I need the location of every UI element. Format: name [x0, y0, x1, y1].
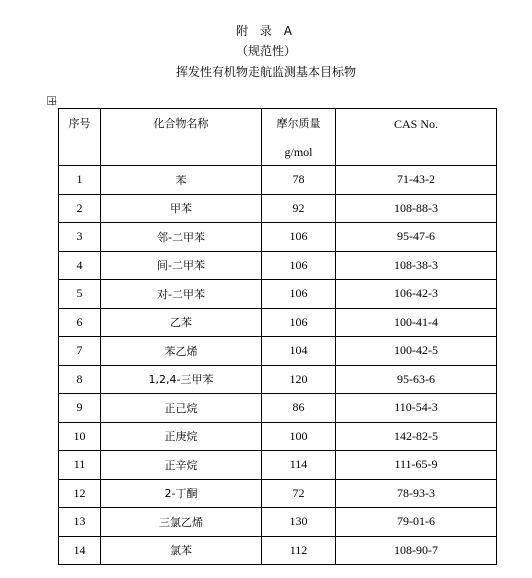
table-row: [59, 337, 497, 366]
appendix-subtitle: （规范性）: [235, 44, 296, 58]
header-seq: 序号: [59, 109, 101, 166]
header-molar-mass: [262, 109, 336, 166]
table-row: [59, 223, 497, 252]
cell-cas-number: 108-90-7: [336, 536, 497, 565]
cell-molar-mass: 106: [262, 280, 336, 309]
cell-molar-mass: 104: [262, 337, 336, 366]
table-row: [59, 479, 497, 508]
appendix-heading: 挥发性有机物走航监测基本目标物: [175, 65, 356, 79]
target-compounds-table: [58, 108, 497, 565]
table-header-row: [59, 109, 497, 166]
move-handle-icon[interactable]: [47, 96, 56, 105]
cell-seq: 8: [59, 365, 101, 394]
cell-molar-mass: 86: [262, 394, 336, 423]
cell-compound-name: 苯: [101, 166, 262, 195]
appendix-title: 附 录 A: [236, 24, 296, 38]
cell-compound-name: 1,2,4-三甲苯: [101, 365, 262, 394]
table-row: [59, 451, 497, 480]
cell-seq: 5: [59, 280, 101, 309]
cell-seq: 10: [59, 422, 101, 451]
cell-cas-number: 100-41-4: [336, 308, 497, 337]
cell-seq: 2: [59, 194, 101, 223]
cell-molar-mass: 92: [262, 194, 336, 223]
cell-molar-mass: 106: [262, 308, 336, 337]
cell-seq: 13: [59, 508, 101, 537]
header-compound: 化合物名称: [101, 109, 262, 166]
cell-cas-number: 95-63-6: [336, 365, 497, 394]
cell-molar-mass: 106: [262, 223, 336, 252]
cell-seq: 12: [59, 479, 101, 508]
cell-molar-mass: 130: [262, 508, 336, 537]
cell-molar-mass: 106: [262, 251, 336, 280]
cell-molar-mass: 120: [262, 365, 336, 394]
cell-molar-mass: 72: [262, 479, 336, 508]
table-row: [59, 194, 497, 223]
cell-cas-number: 142-82-5: [336, 422, 497, 451]
table-row: [59, 308, 497, 337]
table-row: [59, 422, 497, 451]
cell-cas-number: 108-88-3: [336, 194, 497, 223]
table-row: [59, 508, 497, 537]
cell-compound-name: 乙苯: [101, 308, 262, 337]
cell-molar-mass: 100: [262, 422, 336, 451]
cell-seq: 1: [59, 166, 101, 195]
cell-seq: 7: [59, 337, 101, 366]
header-molar-mass-unit: g/mol: [284, 145, 313, 159]
cell-compound-name: 氯苯: [101, 536, 262, 565]
table-row: [59, 251, 497, 280]
cell-cas-number: 106-42-3: [336, 280, 497, 309]
cell-compound-name: 苯乙烯: [101, 337, 262, 366]
header-molar-mass-label: 摩尔质量: [276, 117, 321, 130]
cell-seq: 11: [59, 451, 101, 480]
header-cas: CAS No.: [336, 109, 497, 166]
cell-cas-number: 110-54-3: [336, 394, 497, 423]
cell-cas-number: 78-93-3: [336, 479, 497, 508]
cell-cas-number: 108-38-3: [336, 251, 497, 280]
cell-seq: 4: [59, 251, 101, 280]
cell-compound-name: 正庚烷: [101, 422, 262, 451]
cell-cas-number: 100-42-5: [336, 337, 497, 366]
cell-molar-mass: 114: [262, 451, 336, 480]
cell-seq: 14: [59, 536, 101, 565]
cell-seq: 9: [59, 394, 101, 423]
cell-compound-name: 甲苯: [101, 194, 262, 223]
cell-seq: 6: [59, 308, 101, 337]
cell-compound-name: 2-丁酮: [101, 479, 262, 508]
cell-compound-name: 正己烷: [101, 394, 262, 423]
table-row: [59, 536, 497, 565]
cell-molar-mass: 112: [262, 536, 336, 565]
cell-compound-name: 正辛烷: [101, 451, 262, 480]
cell-cas-number: 79-01-6: [336, 508, 497, 537]
cell-compound-name: 三氯乙烯: [101, 508, 262, 537]
table-row: [59, 365, 497, 394]
cell-cas-number: 71-43-2: [336, 166, 497, 195]
cell-compound-name: 邻-二甲苯: [101, 223, 262, 252]
cell-cas-number: 95-47-6: [336, 223, 497, 252]
cell-compound-name: 间-二甲苯: [101, 251, 262, 280]
table-row: [59, 166, 497, 195]
cell-cas-number: 111-65-9: [336, 451, 497, 480]
cell-seq: 3: [59, 223, 101, 252]
table-row: [59, 280, 497, 309]
cell-compound-name: 对-二甲苯: [101, 280, 262, 309]
cell-molar-mass: 78: [262, 166, 336, 195]
table-row: [59, 394, 497, 423]
